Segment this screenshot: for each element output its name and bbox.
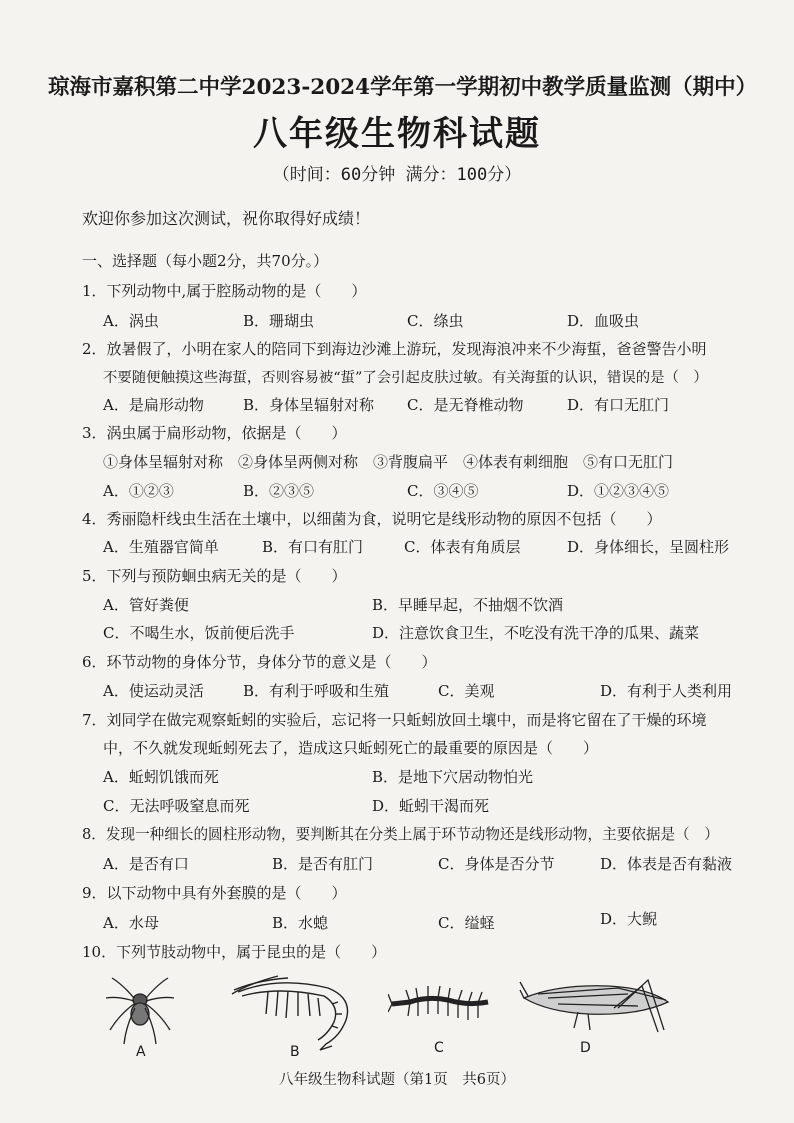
q1-option-a: A．涡虫 — [103, 312, 159, 330]
q5-option-a: A．管好粪便 — [103, 596, 189, 614]
q4-option-a: A．生殖器官简单 — [103, 538, 219, 556]
q5-option-b: B．早睡早起，不抽烟不饮酒 — [372, 596, 564, 614]
welcome-message: 欢迎你参加这次测试，祝你取得好成绩！ — [82, 209, 371, 228]
question-6-stem: 6．环节动物的身体分节，身体分节的意义是（ ） — [82, 653, 437, 671]
question-7-stem-line-2: 中，不久就发现蚯蚓死去了，造成这只蚯蚓死亡的最重要的原因是（ ） — [103, 739, 599, 757]
q3-option-b: B．②③⑤ — [243, 482, 315, 500]
q3-option-a: A．①②③ — [103, 482, 174, 500]
q8-option-c: C．身体是否分节 — [438, 855, 555, 873]
spider-icon — [100, 968, 180, 1048]
exam-info: （时间：60分钟 满分：100分） — [272, 165, 522, 185]
q8-option-b: B．是否有肛门 — [272, 855, 374, 873]
question-10-stem: 10．下列节肢动物中，属于昆虫的是（ ） — [82, 943, 387, 961]
q8-option-d: D．体表是否有黏液 — [600, 855, 733, 873]
shrimp-icon — [228, 974, 358, 1054]
q7-option-a: A．蚯蚓饥饿而死 — [103, 768, 219, 786]
q9-option-d: D．大鲵 — [600, 910, 658, 928]
question-10-figures — [90, 968, 710, 1060]
grasshopper-icon — [518, 972, 678, 1042]
page-footer: 八年级生物科试题（第1页 共6页） — [279, 1072, 515, 1088]
figure-label-c: C — [434, 1040, 444, 1056]
figure-label-b: B — [290, 1044, 300, 1060]
q1-option-d: D．血吸虫 — [567, 312, 640, 330]
question-3-statements: ①身体呈辐射对称 ②身体呈两侧对称 ③背腹扁平 ④体表有刺细胞 ⑤有口无肛门 — [103, 453, 674, 471]
q2-option-d: D．有口无肛门 — [567, 396, 670, 414]
q9-option-a: A．水母 — [103, 914, 159, 932]
question-5-stem: 5．下列与预防蛔虫病无关的是（ ） — [82, 567, 347, 585]
q8-option-a: A．是否有口 — [103, 855, 189, 873]
centipede-icon — [388, 976, 498, 1036]
q2-option-c: C．是无脊椎动物 — [407, 396, 524, 414]
q7-option-b: B．是地下穴居动物怕光 — [372, 768, 534, 786]
q1-option-c: C．绦虫 — [407, 312, 464, 330]
q2-option-a: A．是扁形动物 — [103, 396, 204, 414]
q4-option-b: B．有口有肛门 — [262, 538, 364, 556]
figure-label-d: D — [580, 1040, 591, 1056]
figure-label-a: A — [136, 1044, 146, 1060]
question-9-stem: 9．以下动物中具有外套膜的是（ ） — [82, 884, 347, 902]
q6-option-c: C．美观 — [438, 682, 495, 700]
section-title: 一、选择题（每小题2分，共70分。） — [82, 252, 329, 270]
q6-option-a: A．使运动灵活 — [103, 682, 204, 700]
q7-option-c: C．无法呼吸窒息而死 — [103, 797, 250, 815]
q5-option-d: D．注意饮食卫生，不吃没有洗干净的瓜果、蔬菜 — [372, 624, 700, 642]
question-7-stem-line-1: 7．刘同学在做完观察蚯蚓的实验后，忘记将一只蚯蚓放回土壤中，而是将它留在了干燥的环境 — [82, 711, 707, 729]
question-2-stem-line-2: 不要随便触摸这些海蜇，否则容易被“蜇”了会引起皮肤过敏。有关海蜇的认识，错误的是（ ） — [103, 370, 708, 386]
page-title: 八年级生物科试题 — [253, 114, 541, 154]
q6-option-b: B．有利于呼吸和生殖 — [243, 682, 390, 700]
q2-option-b: B．身体呈辐射对称 — [243, 396, 375, 414]
school-title: 琼海市嘉积第二中学2023-2024学年第一学期初中教学质量监测（期中） — [48, 75, 758, 100]
question-1-stem: 1．下列动物中,属于腔肠动物的是（ ） — [82, 282, 367, 300]
q5-option-c: C．不喝生水，饭前便后洗手 — [103, 624, 295, 642]
q1-option-b: B．珊瑚虫 — [243, 312, 315, 330]
q6-option-d: D．有利于人类利用 — [600, 682, 733, 700]
q3-option-d: D．①②③④⑤ — [567, 482, 670, 500]
q3-option-c: C．③④⑤ — [407, 482, 479, 500]
q9-option-c: C．缢蛏 — [438, 914, 495, 932]
question-3-stem: 3．涡虫属于扁形动物，依据是（ ） — [82, 424, 347, 442]
question-8-stem: 8．发现一种细长的圆柱形动物，要判断其在分类上属于环节动物还是线形动物，主要依据是（ ） — [82, 826, 719, 843]
question-4-stem: 4．秀丽隐杆线虫生活在土壤中，以细菌为食，说明它是线形动物的原因不包括（ ） — [82, 510, 662, 528]
q4-option-c: C．体表有角质层 — [404, 538, 521, 556]
q4-option-d: D．身体细长，呈圆柱形 — [567, 538, 730, 556]
q9-option-b: B．水螅 — [272, 914, 329, 932]
question-2-stem-line-1: 2．放暑假了，小明在家人的陪同下到海边沙滩上游玩，发现海浪冲来不少海蜇，爸爸警告小明 — [82, 340, 707, 358]
q7-option-d: D．蚯蚓干渴而死 — [372, 797, 490, 815]
